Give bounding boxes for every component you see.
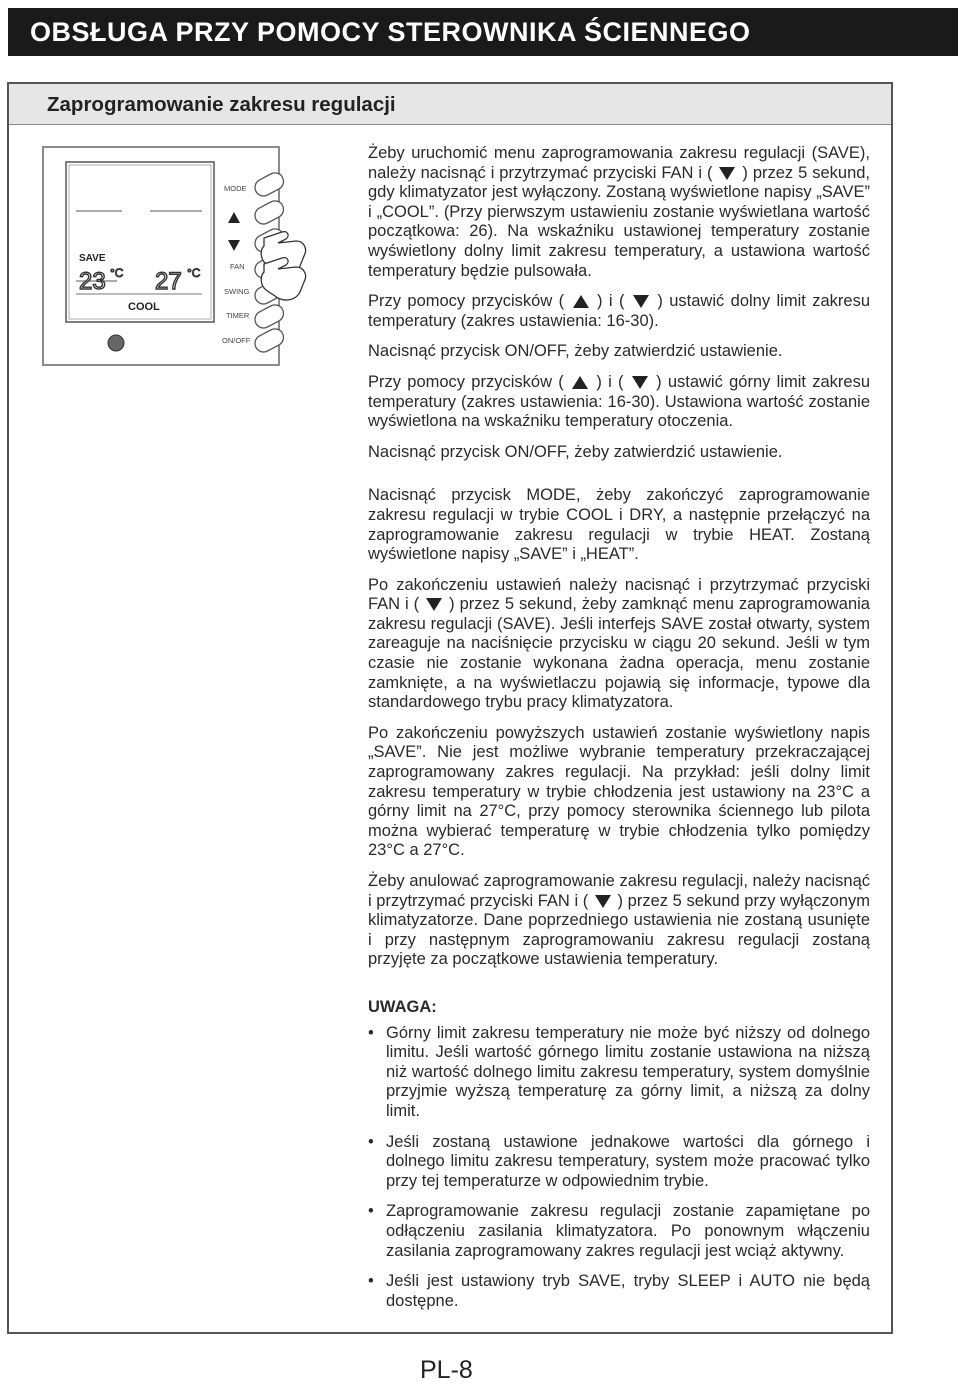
- down-arrow-icon: [719, 167, 735, 180]
- paragraph-cancel: Żeby anulować zaprogramowanie zakresu regulacji, należy nacisnąć i przytrzymać przyciski FAN i ( ) przez 5 sekund przy wyłączonym klimatyzatorze. Dane poprzedniego ustawienia nie zostaną usunięte i przy następnym zaprogramowaniu zakresu regulacji zostaną przyjęte za początkowe ustawienia temperatury.: [368, 872, 870, 969]
- down-arrow-icon: [595, 895, 611, 908]
- instructions-text: [368, 144, 870, 1322]
- timer-label: TIMER: [226, 311, 250, 320]
- section-title: Zaprogramowanie zakresu regulacji: [47, 93, 396, 116]
- lcd-cool-label: COOL: [128, 301, 160, 313]
- page-header: [8, 8, 958, 56]
- lcd-temp-high: 27: [155, 268, 182, 295]
- page-header-title: OBSŁUGA PRZY POMOCY STEROWNIKA ŚCIENNEGO: [30, 17, 751, 47]
- lcd-unit-high: °C: [187, 266, 201, 280]
- fan-label: FAN: [230, 262, 245, 271]
- lcd-save-label: SAVE: [79, 253, 106, 264]
- note-item: • Zaprogramowanie zakresu regulacji zostanie zapamiętane po odłączeniu zasilania klimatyzatora. Po ponownym włączeniu zasilania zaprogramowany zakres regulacji jest wciąż aktywny.: [368, 1202, 870, 1261]
- mode-label: MODE: [224, 184, 247, 193]
- down-arrow-icon: [426, 598, 442, 611]
- page-number: PL-8: [420, 1356, 473, 1384]
- up-arrow-icon: [572, 376, 588, 389]
- paragraph-confirm-2: Nacisnąć przycisk ON/OFF, żeby zatwierdzić ustawienie.: [368, 442, 783, 461]
- onoff-label: ON/OFF: [222, 336, 251, 345]
- note-title: UWAGA:: [368, 997, 437, 1016]
- paragraph-enter: Żeby uruchomić menu zaprogramowania zakresu regulacji (SAVE), należy nacisnąć i przytrzymać przyciski FAN i ( ) przez 5 sekund, gdy klimatyzator jest wyłączony. Zostaną wyświetlone napisy „SAVE” i „COOL”. (Przy pierwszym ustawieniu zostanie wyświetlana wartość początkowa: 26). Na wskaźniku ustawionej temperatury zostanie wyświetlony dolny limit zakresu temperatury, a ustawiona wartość temperatury będzie pulsowała.: [368, 144, 871, 280]
- paragraph-upper-limit: Przy pomocy przycisków ( ) i ( ) ustawić górny limit zakresu temperatury (zakres ustawienia: 16-30). Ustawiona wartość zostanie wyświetlona na wskaźniku temperatury otoczenia.: [368, 372, 871, 431]
- content-frame: [7, 82, 893, 1334]
- paragraph-mode: Nacisnąć przycisk MODE, żeby zakończyć zaprogramowanie zakresu regulacji w trybie COOL i DRY, a następnie przełączyć na zaprogramowanie zakresu regulacji w trybie HEAT. Zostaną wyświetlone napisy „SAVE” i „HEAT”.: [368, 486, 870, 564]
- paragraph-confirm-1: Nacisnąć przycisk ON/OFF, żeby zatwierdzić ustawienie.: [368, 342, 783, 361]
- paragraph-lower-limit: Przy pomocy przycisków ( ) i ( ) ustawić dolny limit zakresu temperatury (zakres ustawienia: 16-30).: [368, 292, 871, 330]
- down-arrow-icon: [633, 295, 649, 308]
- paragraph-exit: Po zakończeniu ustawień należy nacisnąć i przytrzymać przyciski FAN i ( ) przez 5 sekund, żeby zamknąć menu zaprogramowania zakresu regulacji (SAVE). Jeśli interfejs SAVE został otwarty, system zareaguje na naciśnięcie przycisku w ciągu 20 sekund. Jeśli w tym czasie nie zostanie wykonana żadna operacja, menu zostanie zamknięte, a na wyświetlaczu pojawią się informacje, typowe dla standardowego trybu pracy klimatyzatora.: [368, 575, 870, 712]
- up-arrow-icon: [573, 295, 589, 308]
- lcd-temp-low: 23: [79, 268, 106, 295]
- section-bar: [9, 84, 891, 125]
- note-item: • Jeśli zostaną ustawione jednakowe wartości dla górnego i dolnego limitu zakresu temperatury, system może pracować tylko przy tej temperaturze w odpowiednim trybie.: [368, 1133, 870, 1192]
- lcd-display: [66, 162, 214, 322]
- note-item: • Jeśli jest ustawiony tryb SAVE, tryby SLEEP i AUTO nie będą dostępne.: [368, 1272, 870, 1311]
- note-list: [368, 1024, 870, 1312]
- pointing-hand-icon: [261, 232, 305, 300]
- down-arrow-icon: [632, 376, 648, 389]
- lcd-unit-low: °C: [110, 266, 124, 280]
- swing-label: SWING: [224, 287, 250, 296]
- paragraph-result: Po zakończeniu powyższych ustawień zostanie wyświetlony napis „SAVE”. Nie jest możliwe wybranie temperatury przekraczającej zaprogramowany zakres regulacji. Na przykład: jeśli dolny limit zakresu temperatury w trybie chłodzenia jest ustawiony na 23°C a górny limit na 27°C, przy pomocy sterownika ściennego lub pilota można wybierać temperaturę w trybie chłodzenia tylko pomiędzy 23°C a 27°C.: [368, 723, 870, 860]
- wall-controller-illustration: [42, 146, 332, 368]
- note-item: • Górny limit zakresu temperatury nie może być niższy od dolnego limitu. Jeśli wartość górnego limitu zostanie ustawiona na niższą niż wartość dolnego limitu zakresu temperatury, system domyślnie przyjmie wyższą temperaturę za górny limit, a niższą za dolny limit.: [368, 1024, 870, 1122]
- sensor-dot: [108, 335, 124, 351]
